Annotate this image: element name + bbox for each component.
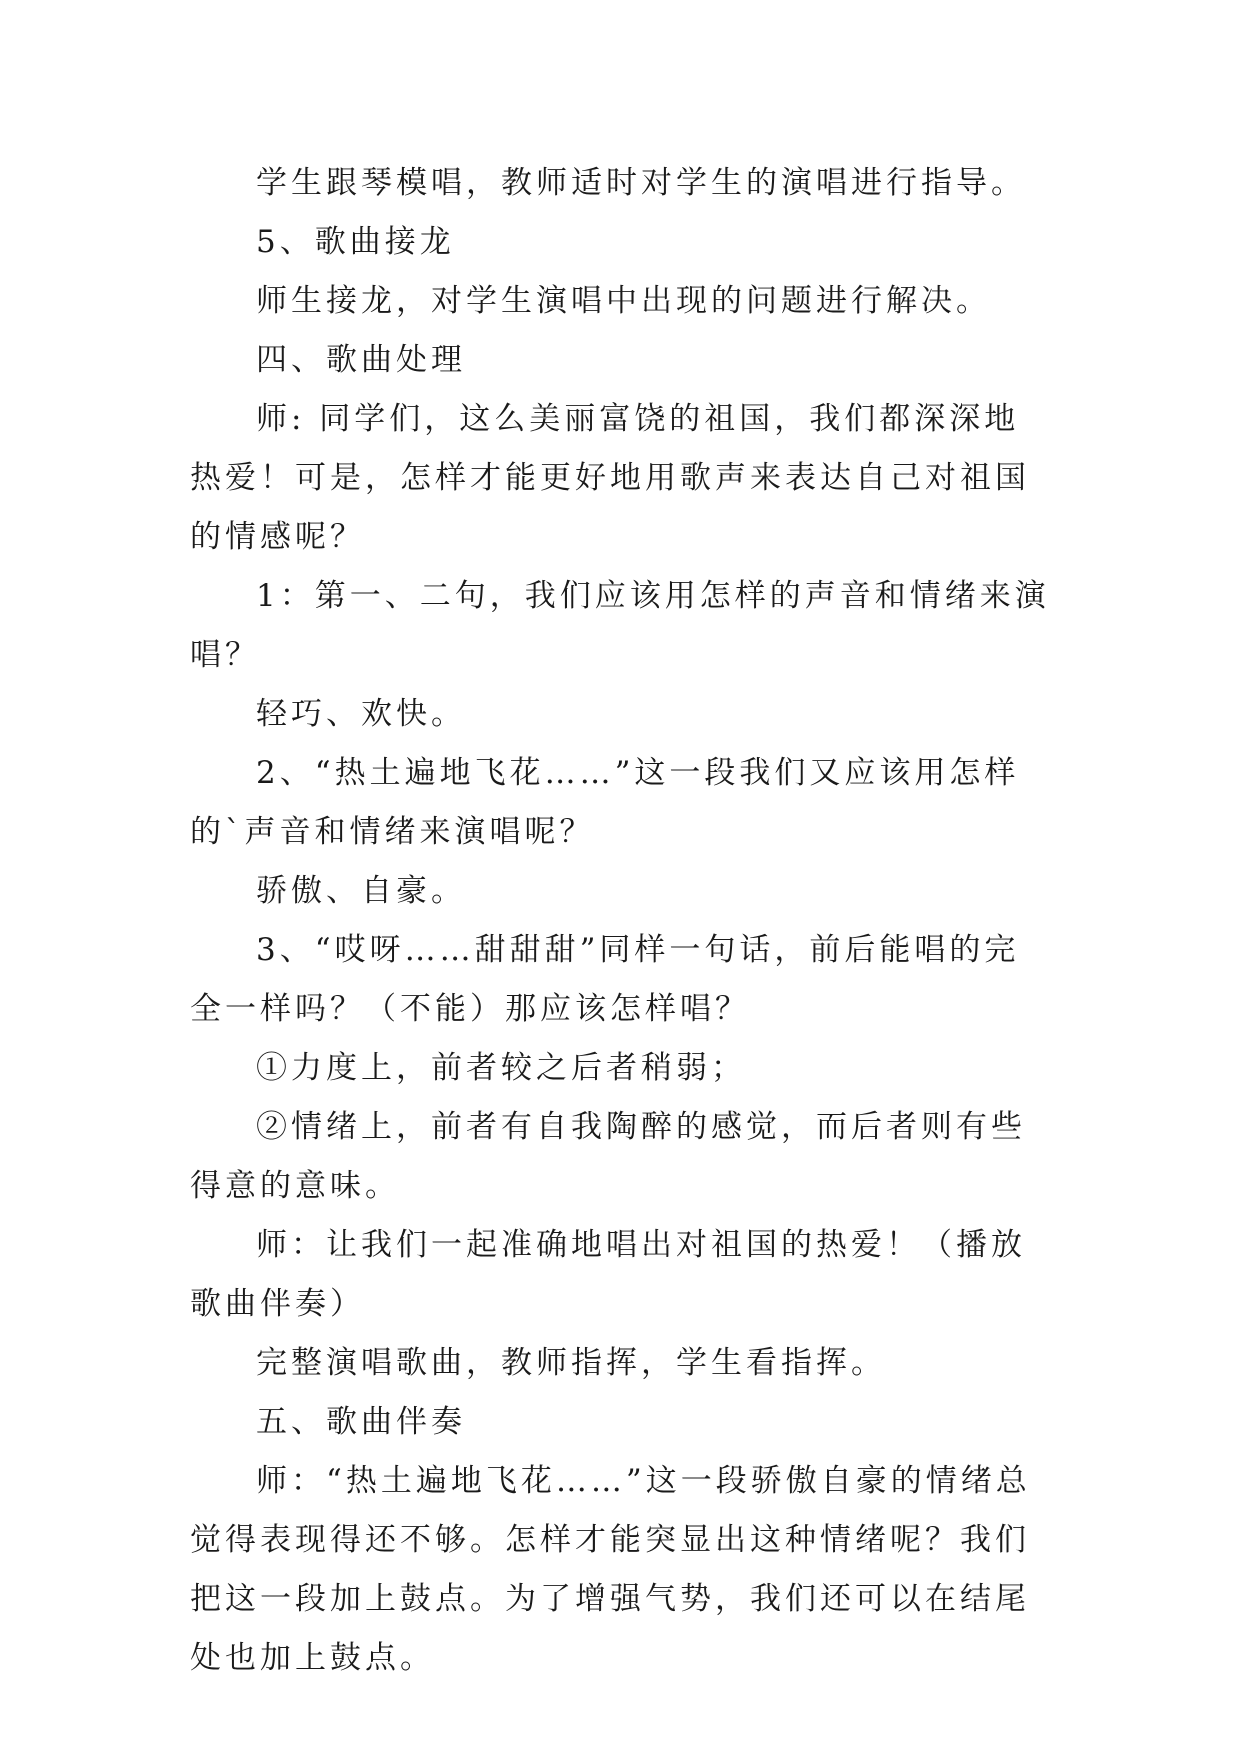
paragraph-complete-performance: 完整演唱歌曲，教师指挥，学生看指挥。 [256,1345,886,1381]
paragraph-question-two: 2、“热土遍地飞花……”这一段我们又应该用怎样的`声音和情绪来演唱呢？ [190,755,1020,850]
paragraph-student-imitation: 学生跟琴模唱，教师适时对学生的演唱进行指导。 [256,165,1026,201]
document-body [190,154,1050,1688]
paragraph-question-one: 1：第一、二句，我们应该用怎样的声音和情绪来演唱？ [190,578,1050,673]
paragraph-point-emotion: ②情绪上，前者有自我陶醉的感觉，而后者则有些得意的意味。 [190,1109,1026,1204]
paragraph-teacher-sing-together: 师：让我们一起准确地唱出对祖国的热爱！（播放歌曲伴奏） [190,1227,1026,1322]
paragraph-answer-two: 骄傲、自豪。 [256,873,466,909]
paragraph-teacher-question: 师: 同学们，这么美丽富饶的祖国，我们都深深地热爱！可是，怎样才能更好地用歌声来表达自己对祖国的情感呢？ [190,401,1030,555]
paragraph-answer-one: 轻巧、欢快。 [256,696,466,732]
paragraph-question-three: 3、“哎呀……甜甜甜”同样一句话，前后能唱的完全一样吗？（不能）那应该怎样唱？ [190,932,1020,1027]
paragraph-song-treatment-heading: 四、歌曲处理 [256,342,466,378]
paragraph-accompaniment-heading: 五、歌曲伴奏 [256,1404,466,1440]
paragraph-teacher-student-relay: 师生接龙，对学生演唱中出现的问题进行解决。 [256,283,991,319]
paragraph-song-relay-heading: 5、歌曲接龙 [256,224,455,260]
paragraph-point-dynamics: ①力度上，前者较之后者稍弱； [256,1050,746,1086]
paragraph-teacher-drum-beats: 师：“热土遍地飞花……”这一段骄傲自豪的情绪总觉得表现得还不够。怎样才能突显出这种情绪呢？我们把这一段加上鼓点。为了增强气势，我们还可以在结尾处也加上鼓点。 [190,1463,1031,1676]
